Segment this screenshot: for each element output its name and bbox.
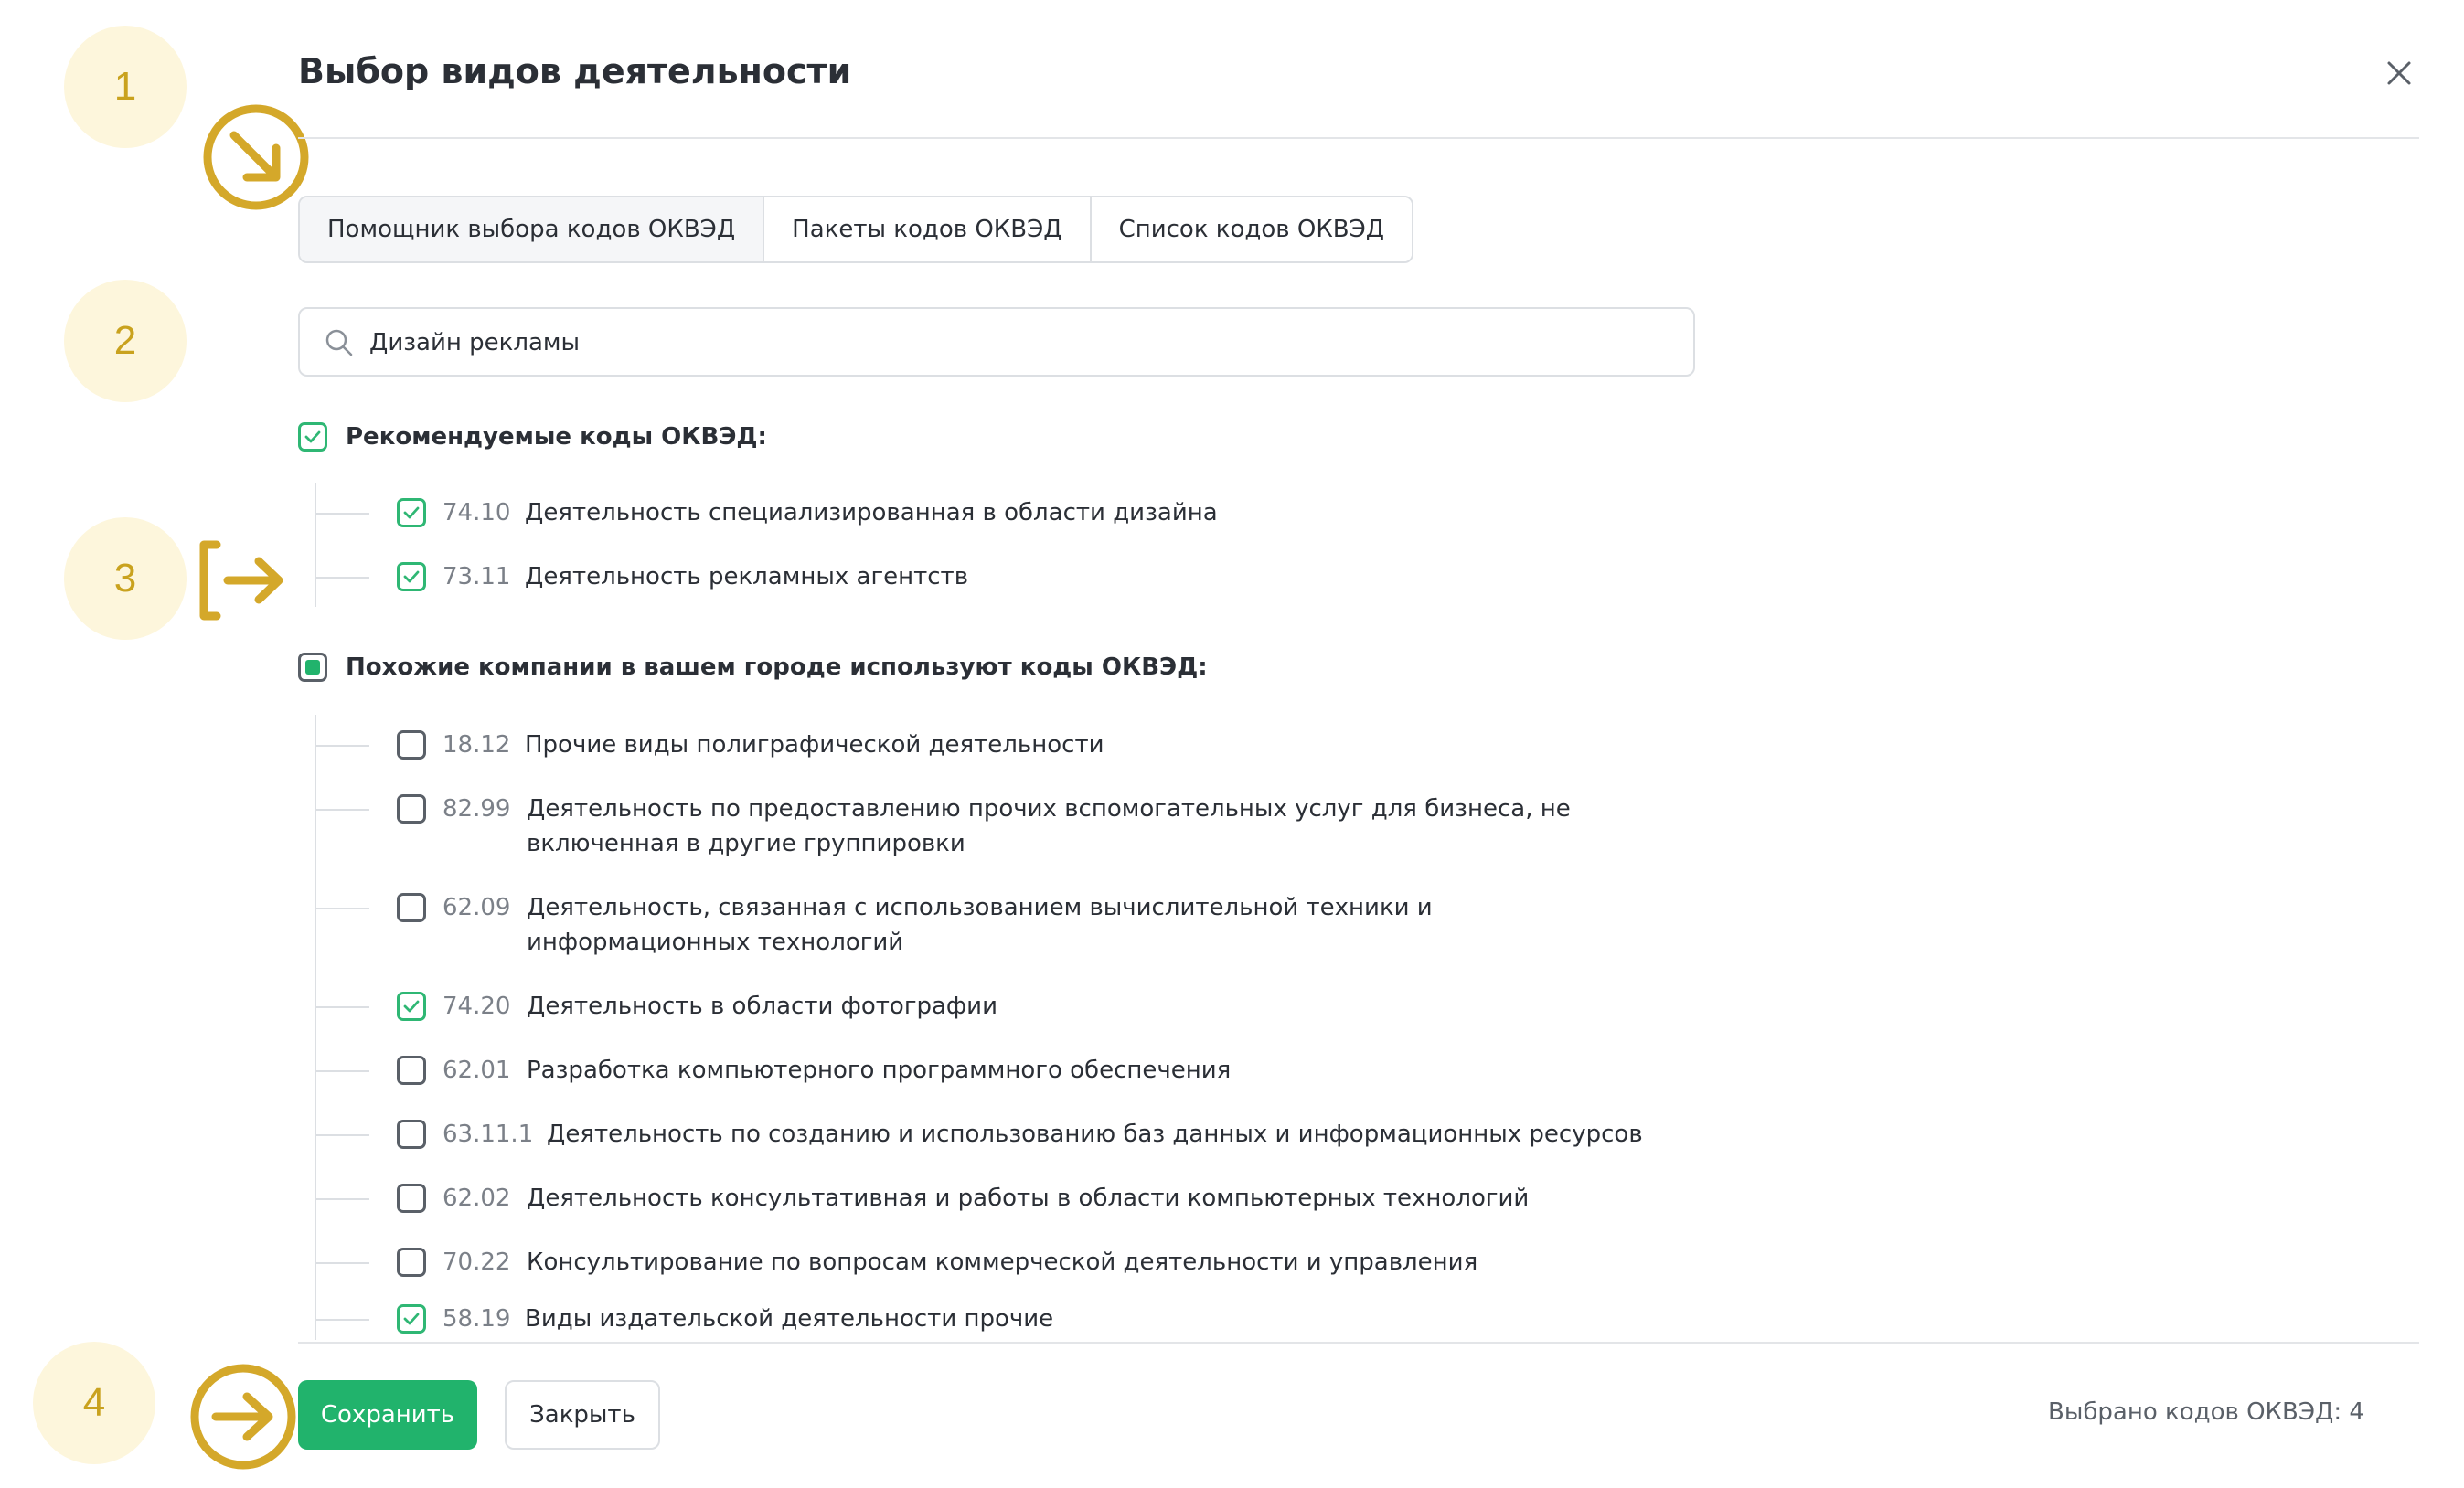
- item-name: Деятельность консультативная и работы в области компьютерных технологий: [527, 1185, 1530, 1212]
- item-name: Прочие виды полиграфической деятельности: [525, 731, 1104, 759]
- check-icon: [304, 428, 322, 446]
- annotation-arrow-down-right-icon: [201, 102, 311, 212]
- item-code: 63.11.1: [443, 1121, 534, 1148]
- header-divider: [298, 137, 2419, 139]
- item-checkbox[interactable]: [397, 1248, 426, 1277]
- item-code: 70.22: [443, 1249, 511, 1276]
- item-name: Деятельность специализированная в области дизайна: [525, 499, 1218, 526]
- tab-bar: [298, 196, 1413, 263]
- save-button[interactable]: Сохранить: [298, 1380, 477, 1450]
- item-code: 74.20: [443, 993, 511, 1020]
- check-icon: [402, 1310, 421, 1328]
- search-box: [298, 307, 1695, 377]
- recommended-checkbox[interactable]: [298, 422, 327, 452]
- recommended-tree-line: [315, 483, 316, 607]
- annotation-arrow-right-icon: [188, 1362, 298, 1472]
- recommended-label: Рекомендуемые коды ОКВЭД:: [346, 423, 767, 451]
- similar-section-header[interactable]: [298, 653, 1208, 682]
- item-checkbox[interactable]: [397, 1120, 426, 1149]
- item-checkbox[interactable]: [397, 1304, 426, 1334]
- item-code: 73.11: [443, 563, 511, 590]
- item-checkbox[interactable]: [397, 562, 426, 591]
- close-button[interactable]: Закрыть: [505, 1380, 660, 1450]
- item-name: Виды издательской деятельности прочие: [525, 1305, 1054, 1333]
- item-code: 74.10: [443, 499, 511, 526]
- item-checkbox[interactable]: [397, 1184, 426, 1213]
- step-marker-3: 3: [64, 517, 187, 640]
- step-marker-4: 4: [33, 1342, 155, 1464]
- item-name: Деятельность, связанная с использованием вычислительной техники и информационных технологий: [527, 894, 1433, 956]
- close-icon[interactable]: [2381, 55, 2417, 91]
- similar-label: Похожие компании в вашем городе используют коды ОКВЭД:: [346, 654, 1208, 681]
- item-checkbox[interactable]: [397, 893, 426, 922]
- tab-packages[interactable]: Пакеты кодов ОКВЭД: [764, 197, 1091, 261]
- item-code: 62.01: [443, 1057, 511, 1084]
- item-name: Консультирование по вопросам коммерческой деятельности и управления: [527, 1249, 1478, 1276]
- item-code: 58.19: [443, 1305, 511, 1333]
- item-checkbox[interactable]: [397, 794, 426, 824]
- item-name: Деятельность по созданию и использованию баз данных и информационных ресурсов: [547, 1121, 1643, 1148]
- similar-checkbox[interactable]: [298, 653, 327, 682]
- footer-divider: [298, 1342, 2419, 1344]
- item-code: 18.12: [443, 731, 511, 759]
- item-checkbox[interactable]: [397, 1056, 426, 1085]
- item-checkbox[interactable]: [397, 992, 426, 1021]
- item-code: 62.09: [443, 894, 511, 921]
- check-icon: [402, 568, 421, 586]
- recommended-section-header[interactable]: [298, 422, 767, 452]
- check-icon: [402, 504, 421, 522]
- step-marker-1: 1: [64, 26, 187, 148]
- check-icon: [402, 997, 421, 1015]
- search-input[interactable]: [368, 309, 1669, 377]
- step-marker-2: 2: [64, 280, 187, 402]
- item-checkbox[interactable]: [397, 730, 426, 760]
- item-checkbox[interactable]: [397, 498, 426, 527]
- search-icon: [324, 327, 355, 358]
- annotation-bracket-arrow-icon: [197, 539, 288, 622]
- tab-helper[interactable]: Помощник выбора кодов ОКВЭД: [300, 197, 764, 261]
- tab-list[interactable]: Список кодов ОКВЭД: [1092, 197, 1413, 261]
- item-name: Деятельность по предоставлению прочих вспомогательных услуг для бизнеса, не включенная в другие группировки: [527, 795, 1571, 857]
- item-name: Деятельность в области фотографии: [527, 993, 997, 1020]
- dialog-title: Выбор видов деятельности: [298, 51, 852, 91]
- selected-count: Выбрано кодов ОКВЭД: 4: [2048, 1398, 2364, 1426]
- item-name: Разработка компьютерного программного обеспечения: [527, 1057, 1232, 1084]
- item-code: 82.99: [443, 795, 511, 823]
- item-name: Деятельность рекламных агентств: [525, 563, 969, 590]
- item-code: 62.02: [443, 1185, 511, 1212]
